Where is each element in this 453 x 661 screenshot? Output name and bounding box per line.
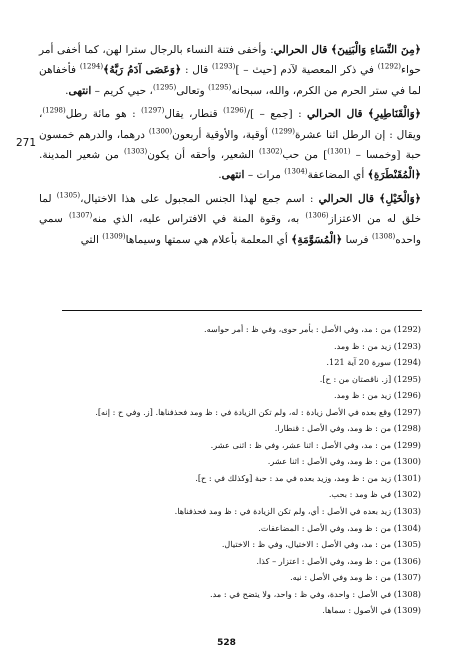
text-run: الشعير، وأحقه أن يكون [147,149,260,162]
author-name: قال الحرالي [318,192,375,205]
text-run: أوقية، والأوقية أربعون [172,128,272,141]
text-run: ، حيي كريم – [91,84,153,97]
footnote-text: من : ظ ومد، وفي الأصل : اثنا عشر. [267,456,392,467]
paragraph-qanatir [39,104,421,186]
text-run: مرات – [244,169,285,182]
text-run: قنطار، يقال [164,108,224,121]
footnote-number: (1309) [393,605,421,616]
footnote-ref[interactable]: (1303) [123,147,148,156]
footnote-ref[interactable]: (1302) [259,147,283,156]
end-marker: انتهى [221,169,245,182]
footnote-item [31,404,421,421]
text-run: وتعالى [176,84,209,97]
footnote-number: (1304) [393,522,421,533]
text-run: التي [80,233,103,246]
footnote-number: (1303) [393,506,421,517]
footnote-ref[interactable]: (1308) [371,232,396,241]
footnote-ref[interactable]: (1300) [148,127,173,136]
footnote-number: (1294) [393,357,421,368]
footnote-item [31,387,421,404]
text-run: . [218,169,222,182]
footnote-text: في الأصل : واحدة، وفي ظ : واحد، ولا يتضح في : مد. [210,588,392,599]
footnote-ref[interactable]: (1294) [79,62,104,71]
footnote-item [31,602,421,619]
footnotes-section [31,321,421,619]
footnote-number: (1296) [393,390,421,401]
text-run: أي المعلمة بأعلام هي سمتها وسيماها [125,233,292,246]
footnote-number: (1297) [393,406,421,417]
footnote-ref[interactable]: (1293) [212,62,236,71]
footnote-number: (1299) [393,439,421,450]
footnote-text: من : مد، وفي الأصل : الاختيال، وفي ظ : الاختيال. [221,539,392,550]
footnote-separator [62,310,422,311]
footnote-ref[interactable]: (1299) [271,127,295,136]
footnote-number: (1308) [393,588,421,599]
footnote-item [31,453,421,470]
quran-quote: ﴿وَعَصَى آدَمُ رَبَّهُ﴾ [103,64,182,77]
footnote-text: من : مد، وفي الأصل : اثنا عشر، وفي ظ : اثنى عشر. [210,439,392,450]
footnote-text: زيد من : ظ ومد، وزيد بعده في مد : حبة [وكذلك في : ح]. [195,472,392,483]
footnote-item [31,503,421,520]
footnote-item [31,354,421,371]
quran-quote: ﴿الْمُسَوَّمَةِ﴾ [291,233,343,246]
paragraph-women [39,40,421,101]
text-run: فرسا [342,233,372,246]
footnote-ref[interactable]: (1305) [56,191,81,200]
footnote-number: (1307) [393,572,421,583]
quran-quote: ﴿وَالْخَيْلِ﴾ [379,192,421,205]
footnote-number: (1305) [393,539,421,550]
text-run: فأخفاهن لما في ستر الحرم من الكرم، والله، سبحانه [39,64,421,97]
footnote-item [31,553,421,570]
text-run: ] من حب [282,149,328,162]
text-run: به، وقوة المنة في الافتراس عليه، الذي منه [92,213,306,226]
footnote-number: (1295) [393,373,421,384]
footnote-ref[interactable]: (1295) [208,83,232,92]
footnote-item [31,569,421,586]
footnote-ref[interactable]: (1307) [68,211,93,220]
footnote-text: زيد بعده في الأصل : أي، ولم تكن الزيادة في : ظ ومد فحذفناها. [174,506,392,517]
footnote-text: من : ظ ومد، وفي الأصل : اعتزار – كذا. [256,555,392,566]
quran-quote: ﴿الْمُقَنْطَرَةِ﴾ [367,169,421,182]
footnote-number: (1301) [393,472,421,483]
quran-quote: ﴿مِنَ النِّسَاءِ وَالْبَنِينَ﴾ [331,44,421,56]
footnote-item [31,371,421,388]
footnote-number: (1302) [393,489,421,500]
text-run: لما خلق له من الاعتزاز [39,192,421,226]
footnote-ref[interactable]: (1306) [305,211,329,220]
footnote-item [31,321,421,338]
footnote-text: من : ظ ومد، وفي الأصل : المضاعفات. [258,522,392,533]
footnote-item [31,536,421,553]
text-run: أي المضاعفة [307,169,368,182]
footnote-number: (1300) [393,456,421,467]
footnote-item [31,420,421,437]
text-run: . [65,84,69,97]
text-run: : [جمع – ]/ [246,108,308,121]
page-number: 528 [217,638,236,648]
text-run: في ذكر المعصية لآدم [حيث – ] [235,64,378,77]
footnote-number: (1298) [393,423,421,434]
footnote-text: زيد من : ظ ومد. [334,340,392,351]
text-run: : اسم جمع لهذا الجنس المجبول على هذا الاختيال، [80,192,319,205]
author-name: قال الحرالي [307,108,363,121]
footnote-text: في ظ ومد : بحب. [328,489,392,500]
footnote-ref[interactable]: (1301) [327,147,351,156]
footnote-item [31,470,421,487]
quran-quote: ﴿وَالْقَنَاطِيرِ﴾ [368,108,421,121]
author-name: قال الحرالي [273,44,328,56]
footnote-text: من : ظ ومد وفي الأصل : نيه. [290,572,392,583]
footnote-number: (1293) [393,340,421,351]
text-run: ، ويقال : إن الرطل اثنا عشرة [39,108,421,141]
text-run: : وأخفى فتنة النساء بالرجال سترا لهن، كما أخفى أمر حواء [39,44,421,77]
footnote-number: (1306) [393,555,421,566]
footnote-text: سورة 20 آية 121. [326,357,392,368]
footnote-ref[interactable]: (1295) [152,83,177,92]
footnote-item [31,338,421,355]
footnote-ref[interactable]: (1297) [141,106,165,115]
footnote-text: من : ظ ومد، وفي الأصل : قنطارا. [274,423,392,434]
footnote-text: وقع بعده في الأصل زيادة : له، ولم تكن الزيادة في : ظ ومد فحذفناها. [ز. وفي ح : إنه]. [95,406,392,417]
footnote-ref[interactable]: (1292) [377,62,402,71]
footnote-item [31,486,421,503]
text-run: درهما، والدرهم خمسون حبة [وخمسا – [39,128,422,162]
end-marker: انتهى [68,84,92,97]
footnote-ref[interactable]: (1298) [42,106,66,115]
paragraph-khayl [39,189,421,250]
footnote-text: من : مد، وفي الأصل : بأمر حوى، وفي ظ : أمر حواسه. [204,324,392,334]
footnote-item [31,520,421,537]
footnote-text: [ز. ناقصتان من : ح]. [319,373,392,384]
main-text [39,40,421,250]
footnote-number: (1292) [393,324,421,334]
footnote-ref[interactable]: (1296) [223,106,247,115]
footnote-text: في الأصول : سماها. [322,605,392,616]
footnote-ref[interactable]: (1304) [284,167,308,176]
text-run: قال : [181,64,213,77]
text-run: من شعير المدينة. [39,149,124,162]
text-run: : هو مائة رطل [65,108,142,121]
text-run: سمي واحده [39,213,421,246]
footnote-ref[interactable]: (1309) [102,232,126,241]
footnote-item [31,437,421,454]
margin-line-number: 271 [16,137,37,149]
footnote-item [31,586,421,603]
footnote-text: زيد من : ظ ومد. [334,390,392,401]
